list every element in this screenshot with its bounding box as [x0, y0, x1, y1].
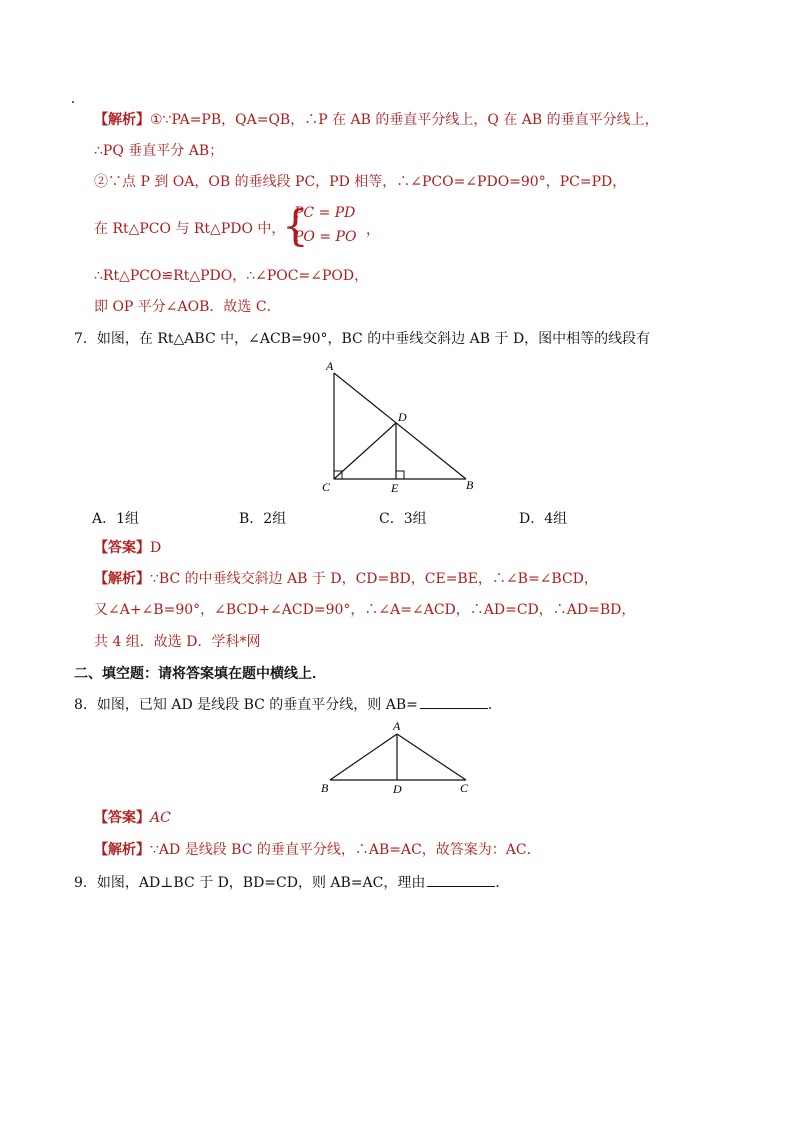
solution-label: 【解析】	[94, 571, 150, 587]
segment-ab	[330, 734, 397, 780]
choice-b: B．2组	[239, 511, 287, 527]
label-a: A	[393, 719, 401, 733]
q7-solution-line-2: 又∠A+∠B=90°，∠BCD+∠ACD=90°，∴∠A=∠ACD，∴AD=CD，∴AD=BD，	[94, 602, 636, 618]
equation-system	[282, 201, 362, 253]
q8-stem-end: ．	[487, 697, 502, 713]
q7-solution-line-1	[94, 569, 598, 589]
choice-d: D．4组	[519, 511, 568, 527]
q9-stem-end: ．	[495, 875, 510, 891]
brace: {	[282, 201, 309, 250]
q7-answer	[94, 538, 161, 558]
solution-label: 【解析】	[94, 112, 150, 128]
answer-value: D	[150, 540, 162, 556]
answer-label: 【答案】	[94, 540, 150, 556]
segment-ab	[334, 373, 466, 479]
answer-value: AC	[150, 810, 171, 826]
q7-solution-line-3: 共 4 组．故选 D．学科*网	[94, 634, 261, 650]
label-e: E	[391, 481, 399, 495]
q8-stem-text: 8．如图，已知 AD 是线段 BC 的垂直平分线，则 AB=	[74, 697, 418, 713]
label-c: C	[460, 781, 469, 795]
choice-a: A．1组	[92, 511, 140, 527]
choice-c: C．3组	[379, 511, 427, 527]
q8-solution	[94, 840, 541, 860]
q8-solution-text: ∵AD 是线段 BC 的垂直平分线，∴AB=AC，故答案为：AC．	[150, 842, 541, 858]
q9-stem	[74, 872, 509, 893]
q7-figure	[318, 358, 482, 498]
q6-solution-line-4: 在 Rt△PCO 与 Rt△PDO 中，	[94, 221, 286, 237]
label-d: D	[393, 782, 402, 796]
solution-label: 【解析】	[94, 842, 150, 858]
segment-cd	[334, 423, 396, 479]
segment-ac	[397, 734, 466, 780]
equation-1: PC = PD	[294, 205, 356, 221]
equation-2: PO = PO	[294, 229, 357, 245]
answer-label: 【答案】	[94, 810, 150, 826]
label-d: D	[398, 410, 407, 424]
label-b: B	[466, 478, 474, 492]
label-a: A	[326, 359, 334, 373]
label-c: C	[322, 480, 331, 494]
q8-answer	[94, 808, 171, 828]
q6-solution-line-3: ②∵点 P 到 OA，OB 的垂线段 PC，PD 相等，∴∠PCO=∠PDO=90°，PC=PD，	[94, 174, 627, 190]
q6-solution-line-6: 即 OP 平分∠AOB．故选 C．	[94, 299, 281, 315]
answer-blank[interactable]	[420, 694, 488, 709]
equation-comma: ，	[366, 222, 380, 238]
answer-blank[interactable]	[427, 872, 495, 887]
section-heading: 二、填空题：请将答案填在题中横线上．	[74, 666, 326, 682]
q6-solution-line-2: ∴PQ 垂直平分 AB；	[94, 143, 224, 159]
q9-stem-text: 9．如图，AD⊥BC 于 D，BD=CD，则 AB=AC，理由	[74, 875, 426, 891]
q7-solution-text-1: ∵BC 的中垂线交斜边 AB 于 D，CD=BD，CE=BE，∴∠B=∠BCD，	[150, 571, 598, 587]
q7-stem: 7．如图，在 Rt△ABC 中，∠ACB=90°，BC 的中垂线交斜边 AB 于 D，图中相等的线段有	[74, 331, 651, 347]
q6-solution-line-5: ∴Rt△PCO≌Rt△PDO，∴∠POC=∠POD，	[94, 268, 369, 284]
q6-solution-line-1	[94, 110, 659, 130]
q8-stem	[74, 694, 502, 715]
right-angle-mark-e	[396, 471, 404, 479]
label-b: B	[321, 781, 329, 795]
q8-figure	[318, 718, 478, 798]
q6-solution-text-1: ①∵PA=PB，QA=QB，∴P 在 AB 的垂直平分线上，Q 在 AB 的垂直平分线上，	[150, 112, 659, 128]
stray-dot	[72, 101, 74, 103]
